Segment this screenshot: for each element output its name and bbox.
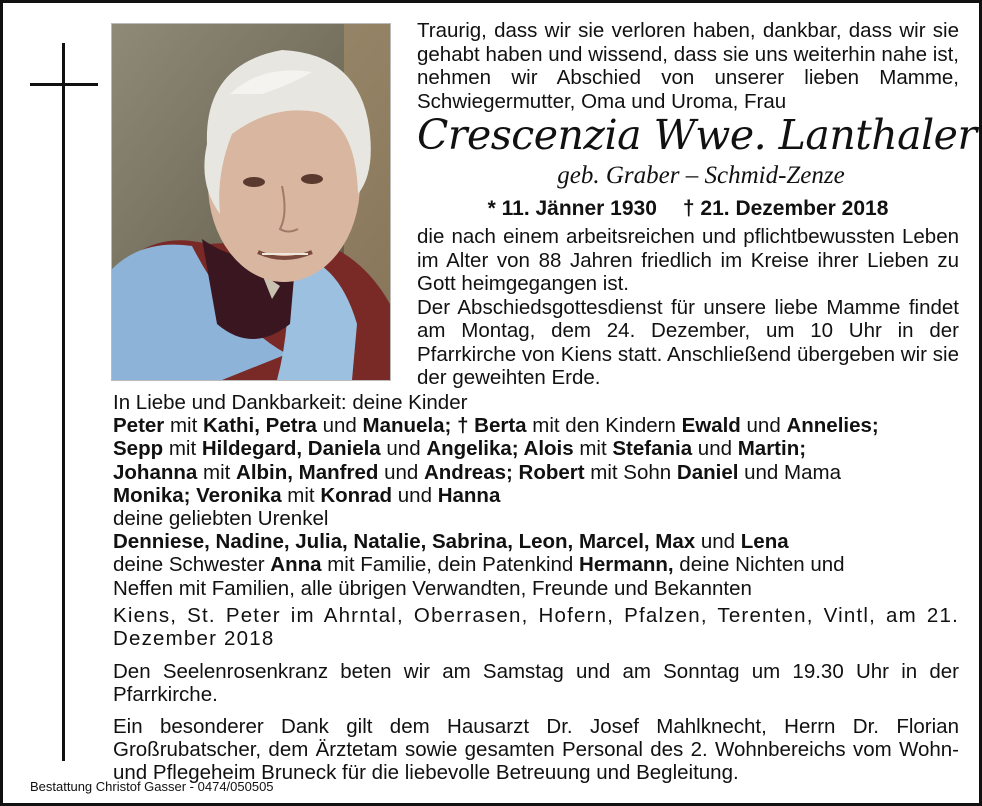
intro-text-block [417,19,959,113]
text-line [113,484,959,507]
life-dates [417,197,959,221]
text-segment: und [692,437,738,461]
rosary-info: Den Seelenrosenkranz beten wir am Samstag und am Sonntag um 19.30 Uhr in der Pfarrkirche. [113,660,959,707]
name-bold: Hermann, [579,553,674,577]
life-summary: die nach einem arbeitsreichen und pflichtbewussten Leben im Alter von 88 Jahren friedlich im Kreise ihrer Lieben zu Gott heimgegangen ist. [417,225,959,295]
places-and-date: Kiens, St. Peter im Ahrntal, Oberrasen, Hofern, Pfalzen, Terenten, Vintl, am 21. Dezember 2018 [113,603,959,651]
text-line [113,414,959,437]
name-bold: Peter [113,414,165,438]
maiden-name: geb. Graber – Schmid-Zenze [557,162,845,189]
name-bold: Angelika; Alois [426,437,574,461]
thanks-note: Ein besonderer Dank gilt dem Hausarzt Dr. Josef Mahlknecht, Herrn Dr. Florian Großrubatscher, dem Ärztetam sowie gesamten Personal des 2. Wohnbereichs vom Wohn- und Pflegeheim Bruneck für die liebevolle Betreuung und Begleitung. [113,714,959,785]
text-segment: mit [164,414,203,438]
text-segment: und [392,483,438,507]
name-bold: Ewald [681,414,741,438]
name-bold: Monika; Veronika [113,483,282,507]
name-bold: Hildegard, Daniela [201,437,381,461]
portrait-illustration [112,24,390,380]
text-segment: und [316,414,363,438]
name-bold: Konrad [320,483,393,507]
cross-icon-bar [30,83,98,86]
text-segment: deine Schwester [113,553,271,577]
name-bold: Manuela; † Berta [362,414,527,438]
text-segment: und [740,414,787,438]
funeral-service-info: Der Abschiedsgottesdienst für unsere liebe Mamme findet am Montag, dem 24. Dezember, um 10 Uhr in der Pfarrkirche von Kiens statt. Anschließend übergeben wir sie der geweihten Erde. [417,295,959,389]
name-bold: Lena [740,530,789,554]
birth-date: * 11. Jänner 1930 [487,197,657,220]
cross-icon [62,43,65,761]
family-section [113,391,959,784]
text-line [113,437,959,460]
text-segment: mit Familie, dein Patenkind [321,553,580,577]
text-line [113,577,959,600]
text-segment: und [378,460,424,484]
text-segment: mit den Kindern [526,414,682,438]
death-date: † 21. Dezember 2018 [682,197,889,220]
name-bold: Stefania [612,437,693,461]
text-segment: mit [573,437,613,461]
text-segment: und [380,437,427,461]
name-bold: Daniel [676,460,739,484]
name-bold: Kathi, Petra [203,414,317,438]
name-bold: Annelies; [786,414,879,438]
text-segment: deine Nichten und [673,553,845,577]
family-intro: In Liebe und Dankbarkeit: deine Kinder [113,391,468,414]
text-segment: mit [281,483,321,507]
funeral-home-contact: Bestattung Christof Gasser - 0474/050505 [30,779,274,794]
name-bold: Anna [270,553,322,577]
text-line [113,530,959,553]
name-bold: Albin, Manfred [236,460,379,484]
text-line [113,553,959,576]
name-bold: Martin; [737,437,807,461]
text-segment: und [695,530,741,554]
children-list [113,414,959,507]
deceased-name: Crescenzia Wwe. Lanthaler [417,111,977,159]
name-bold: Denniese, Nadine, Julia, Natalie, Sabrina, Leon, Marcel, Max [113,530,696,554]
name-bold: Andreas; Robert [423,460,585,484]
name-bold: Hanna [437,483,501,507]
grandchildren-list [113,530,959,553]
announcement-body [417,225,959,390]
text-segment: Neffen mit Familien, alle übrigen Verwandten, Freunde und Bekannten [113,576,752,600]
text-line [113,461,959,484]
text-segment: mit [197,460,237,484]
intro-text: Traurig, dass wir sie verloren haben, dankbar, dass wir sie gehabt haben und wissend, dass sie uns weiterhin nahe ist, nehmen wir Abschied von unserer lieben Mamme, Schwiegermutter, Oma und Uroma, Frau [417,19,959,113]
name-bold: Sepp [113,437,164,461]
name-bold: Johanna [113,460,198,484]
portrait-photo [111,23,391,381]
text-segment: mit Sohn [584,460,677,484]
other-relatives [113,553,959,599]
grandchildren-intro: deine geliebten Urenkel [113,507,329,531]
text-segment: und Mama [738,460,841,484]
text-segment: mit [163,437,202,461]
